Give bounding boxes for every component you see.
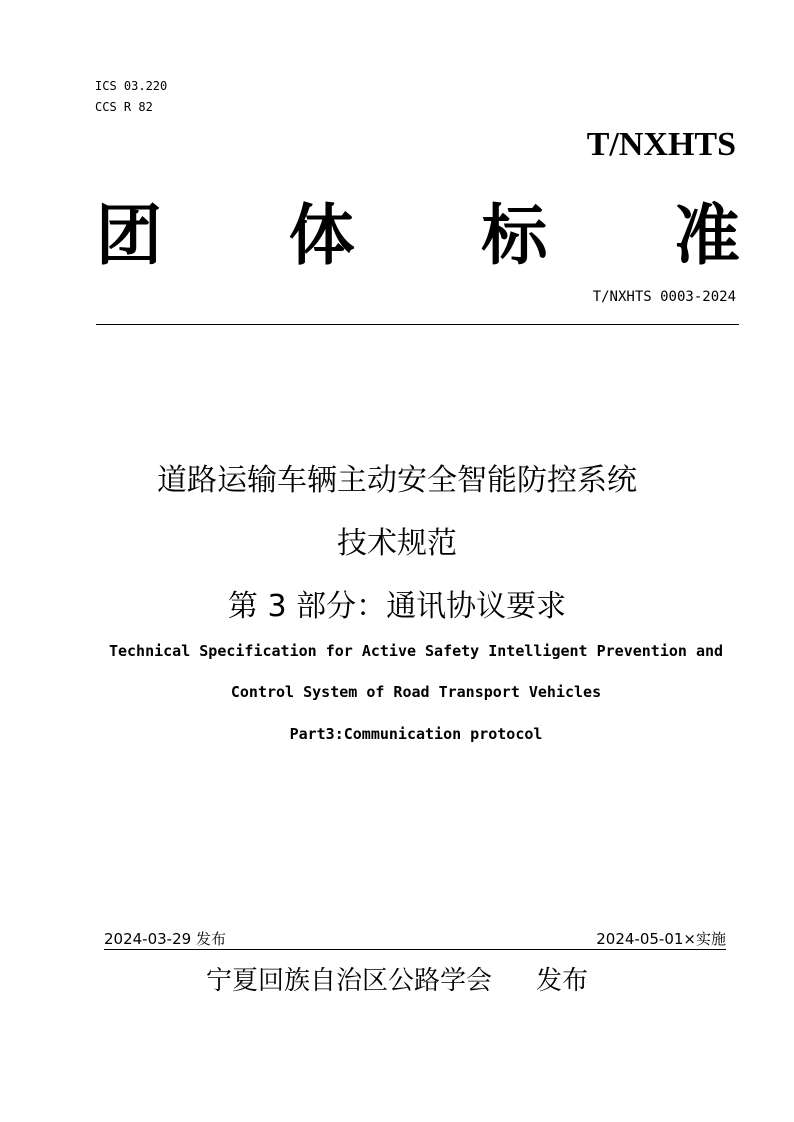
english-title-line-1: Technical Specification for Active Safety Intelligent Prevention and [108,642,724,660]
date-line [104,929,726,950]
chinese-title-line-2: 技术规范 [337,526,457,561]
english-title-line-2: Control System of Road Transport Vehicles [230,683,602,701]
title-char-4: 准 [673,197,740,274]
implement-date: 2024-05-01×实施 [596,930,726,948]
standard-type-title [96,196,740,276]
title-char-2: 体 [288,197,355,274]
ccs-code: CCS R 82 [95,100,153,114]
publisher-line [0,960,794,997]
publisher-name: 宁夏回族自治区公路学会 [205,966,492,996]
chinese-title-line-3: 第 3 部分：通讯协议要求 [227,589,567,624]
issue-date: 2024-03-29 发布 [104,930,226,948]
english-title-line-3: Part3:Communication protocol [289,725,543,743]
chinese-title-line-1: 道路运输车辆主动安全智能防控系统 [157,463,637,498]
publisher-action: 发布 [536,966,589,996]
standard-number: T/NXHTS 0003-2024 [592,289,736,305]
ics-code: ICS 03.220 [95,79,168,93]
title-char-1: 团 [96,197,162,274]
title-char-3: 标 [481,197,548,274]
standard-code-heading: T/NXHTS [586,126,736,163]
header-divider [96,324,739,325]
classification-codes [95,76,167,118]
